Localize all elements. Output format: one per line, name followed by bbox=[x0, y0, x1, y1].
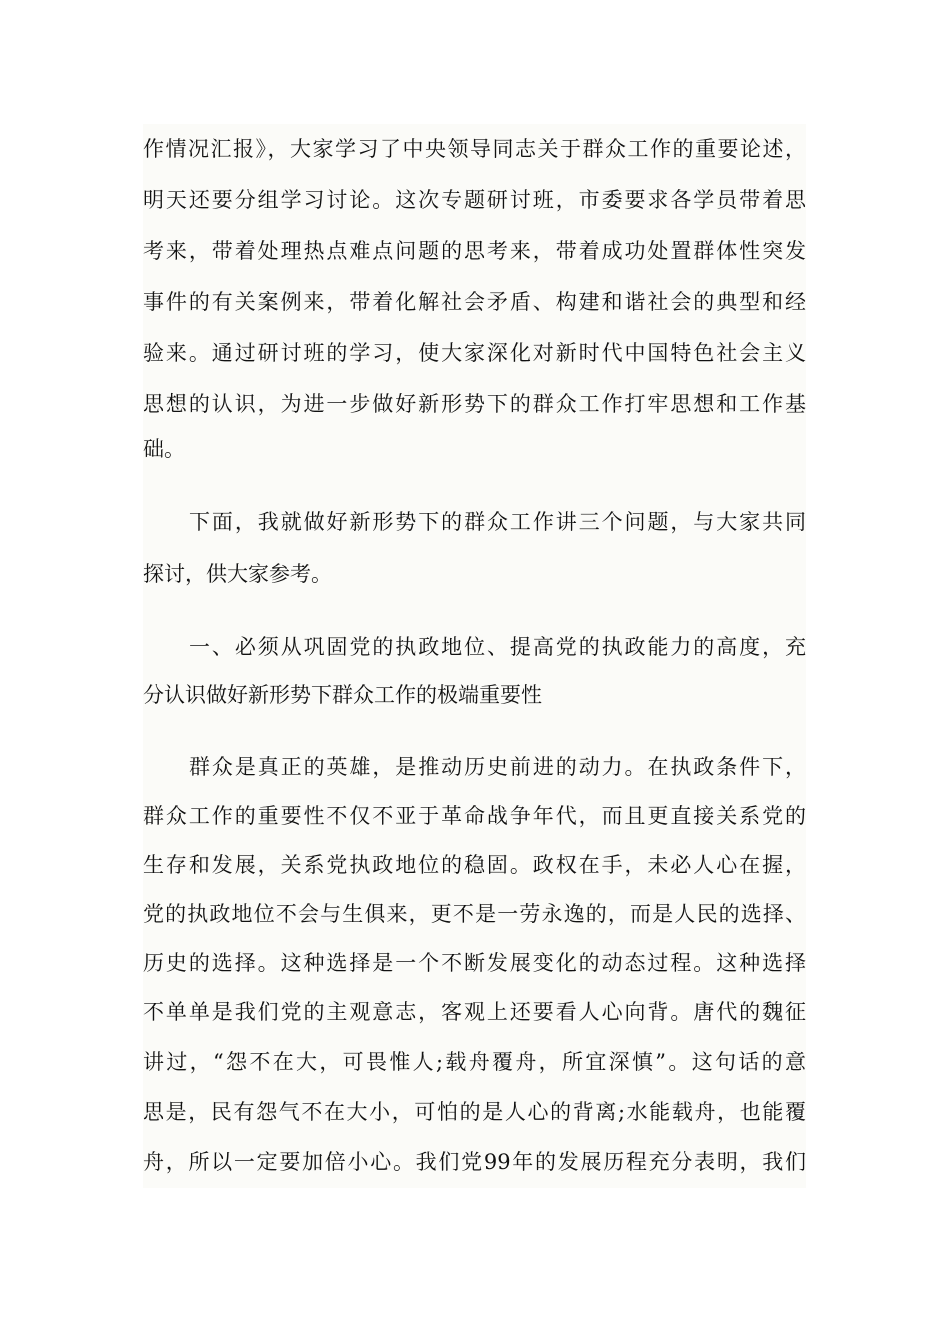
text-line: 生存和发展，关系党执政地位的稳固。政权在手，未必人心在握， bbox=[143, 853, 806, 877]
section-heading: 一、必须从巩固党的执政地位、提高党的执政能力的高度，充 bbox=[189, 635, 806, 659]
text-line: 础。 bbox=[143, 437, 185, 461]
text-line: 群众是真正的英雄，是推动历史前进的动力。在执政条件下， bbox=[189, 755, 806, 779]
text-line: 历史的选择。这种选择是一个不断发展变化的动态过程。这种选择 bbox=[143, 951, 806, 975]
document-body bbox=[143, 124, 806, 1188]
text-line: 舟，所以一定要加倍小心。我们党99年的发展历程充分表明，我们 bbox=[143, 1150, 806, 1174]
text-line: 明天还要分组学习讨论。这次专题研讨班，市委要求各学员带着思 bbox=[143, 188, 806, 212]
section-heading: 分认识做好新形势下群众工作的极端重要性 bbox=[143, 683, 542, 707]
text-line: 党的执政地位不会与生俱来，更不是一劳永逸的，而是人民的选择、 bbox=[143, 902, 806, 926]
text-line: 群众工作的重要性不仅不亚于革命战争年代，而且更直接关系党的 bbox=[143, 804, 806, 828]
text-line: 下面，我就做好新形势下的群众工作讲三个问题，与大家共同 bbox=[189, 510, 806, 534]
text-line: 事件的有关案例来，带着化解社会矛盾、构建和谐社会的典型和经 bbox=[143, 290, 806, 314]
text-line: 讲过，“怨不在大，可畏惟人;载舟覆舟，所宜深慎”。这句话的意 bbox=[143, 1050, 806, 1074]
text-line: 验来。通过研讨班的学习，使大家深化对新时代中国特色社会主义 bbox=[143, 341, 806, 365]
text-line: 考来，带着处理热点难点问题的思考来，带着成功处置群体性突发 bbox=[143, 239, 806, 263]
text-line: 思是，民有怨气不在大小，可怕的是人心的背离;水能载舟，也能覆 bbox=[143, 1100, 806, 1124]
text-line: 不单单是我们党的主观意志，客观上还要看人心向背。唐代的魏征 bbox=[143, 1000, 806, 1024]
text-line: 思想的认识，为进一步做好新形势下的群众工作打牢思想和工作基 bbox=[143, 392, 806, 416]
text-line: 作情况汇报》，大家学习了中央领导同志关于群众工作的重要论述， bbox=[143, 137, 806, 161]
text-line: 探讨，供大家参考。 bbox=[143, 562, 332, 586]
